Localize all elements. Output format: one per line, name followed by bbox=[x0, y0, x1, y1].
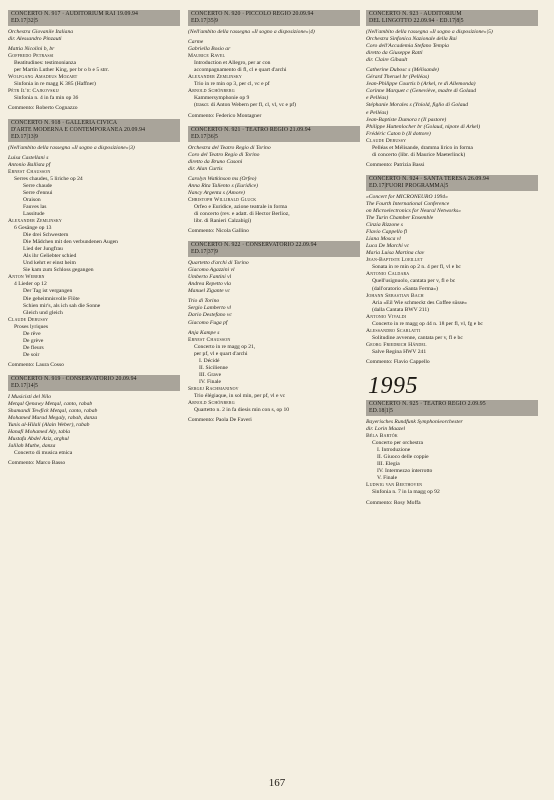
performer-line: Metqal Qenawy Metqal, canto, rabab bbox=[8, 401, 93, 408]
work-line: 6 Gesänge op 13 bbox=[14, 225, 52, 232]
concert-header bbox=[366, 10, 538, 26]
composer-name: Arnold Schönberg bbox=[188, 400, 235, 407]
work-line: Salve Regina HWV 241 bbox=[372, 348, 427, 355]
performer-line: Trio di Torino bbox=[188, 298, 220, 305]
concert-header bbox=[366, 400, 538, 416]
performer-line: Philippe Huttenlocher br (Golaud, nipote di Arkel) bbox=[366, 123, 481, 130]
composer-name: Arnold Schönberg bbox=[188, 88, 235, 95]
performer-line: dir. Claire Gibault bbox=[366, 57, 408, 64]
work-line: II. Giuoco delle coppie bbox=[377, 454, 429, 461]
work-line: (dalla Cantata BWV 211) bbox=[372, 306, 430, 313]
work-line: Serre d'ennui bbox=[23, 189, 53, 196]
concert-entry bbox=[366, 10, 538, 169]
performer-line: Catherine Dubosc s (Mélisande) bbox=[366, 67, 439, 74]
work-line: V. Finale bbox=[377, 475, 398, 482]
work-line: Sonata in re min op 2 n. 4 per fl, vl e bc bbox=[372, 264, 461, 271]
concert-entry bbox=[8, 375, 180, 467]
work-line: (dall'oratorio «Santa Ferma») bbox=[372, 285, 438, 292]
concert-header bbox=[188, 126, 360, 142]
performer-line: (Nell'ambito della rassegna «Il sogno a disposizione»|3) bbox=[8, 144, 135, 151]
commentary-credit: Commento: Nicola Gallino bbox=[188, 228, 249, 235]
concert-header bbox=[188, 10, 360, 26]
work-line: De soir bbox=[23, 351, 40, 358]
work-line: Die Mädchen mit den verbundenen Augen bbox=[23, 239, 118, 246]
concert-header-line: ED.17|13|9 bbox=[11, 133, 38, 140]
concert-program bbox=[188, 260, 360, 414]
work-line: Beatitudines: testimonianza bbox=[14, 60, 76, 67]
concert-program bbox=[8, 29, 180, 102]
concert-entry bbox=[8, 10, 180, 113]
concert-header-line: CONCERTO N. 923 · AUDITORIUM bbox=[369, 11, 462, 17]
work-line: Trio élégiaque, in sol min, per pf, vl e vc bbox=[194, 392, 286, 399]
page-number: 167 bbox=[268, 777, 286, 789]
concert-header bbox=[188, 241, 360, 257]
column-middle bbox=[188, 10, 360, 430]
composer-name: Alexander Zemlinsky bbox=[188, 74, 242, 81]
performer-line: Coro dell'Accademia Stefano Tempia bbox=[366, 43, 449, 50]
composer-name: Goffredo Petrassi bbox=[8, 53, 54, 60]
work-line: IV. Finale bbox=[199, 378, 221, 385]
work-line: Die geheimnisvolle Flöte bbox=[23, 295, 80, 302]
work-line: Solitudine avvenne, cantata per v, fl e bc bbox=[372, 334, 463, 341]
performer-line: Carme bbox=[188, 39, 204, 46]
work-line: Concerto per orchestra bbox=[372, 440, 423, 447]
commentary-credit: Commento: Flavio Cappello bbox=[366, 358, 430, 365]
work-line: Lassitude bbox=[23, 210, 45, 217]
performer-line: Flavio Cappello fl bbox=[366, 229, 408, 236]
performer-line: Mohamed Murad Megaly, rabab, danza bbox=[8, 415, 98, 422]
commentary-credit: Commento: Laura Cosso bbox=[8, 361, 64, 368]
performer-line: Anna Rita Taliento s (Euridice) bbox=[188, 182, 259, 189]
concert-program bbox=[366, 419, 538, 497]
concert-header-line: DEL LINGOTTO 22.09.94 · ED.17|8|5 bbox=[369, 18, 464, 24]
year-heading: 1995 bbox=[368, 373, 418, 400]
work-line: Oraison bbox=[23, 196, 41, 203]
composer-name: Georg Friedrich Händel bbox=[366, 341, 427, 348]
work-line: De fleurs bbox=[23, 344, 44, 351]
concert-header-line: CONCERTO N. 918 · GALLERIA CIVICA bbox=[11, 119, 118, 126]
work-line: Pelléas et Mélisande, dramma lirico in forma bbox=[372, 144, 473, 151]
concert-entry bbox=[188, 241, 360, 424]
commentary-credit: Commento: Federico Montagner bbox=[188, 112, 262, 119]
performer-line: Gérard Theruel br (Pelléas) bbox=[366, 74, 430, 81]
performer-line: Anja Kampe s bbox=[188, 329, 220, 336]
work-line: Lied der Jungfrau bbox=[23, 246, 63, 253]
work-line: Serre chaude bbox=[23, 182, 53, 189]
performer-line: Andrea Repetto vla bbox=[188, 281, 231, 288]
work-line: I. Introduzione bbox=[377, 447, 411, 454]
concert-header bbox=[366, 175, 538, 191]
performer-line: Orchestra Sinfonica Nazionale della Rai bbox=[366, 36, 457, 43]
concert-header-line: CONCERTO N. 917 · AUDITORIUM RAI 19.09.94 bbox=[11, 11, 139, 17]
performer-line: Antonio Ballista pf bbox=[8, 161, 51, 168]
concert-header-line: ED.17|37|9 bbox=[191, 249, 218, 256]
work-line: Introduction et Allegro, per ar con bbox=[194, 60, 271, 67]
concert-entry bbox=[366, 400, 538, 507]
concert-header bbox=[8, 119, 180, 142]
concert-entry bbox=[366, 175, 538, 366]
composer-name: Wolfgang Amadeus Mozart bbox=[8, 74, 78, 81]
composer-name: Jean-Baptiste Loeillet bbox=[366, 257, 423, 264]
concert-header-line: CONCERTO N. 924 · SANTA TERESA 26.09.94 bbox=[369, 175, 489, 182]
concert-header-line: ED.17|35|9 bbox=[191, 18, 218, 24]
composer-name: Sergej Rachmaninov bbox=[188, 385, 239, 392]
commentary-credit: Commento: Paola De Faveri bbox=[188, 417, 252, 424]
performer-line: e Pelléas) bbox=[366, 95, 389, 102]
work-line: De rêve bbox=[23, 330, 41, 337]
concert-header-line: ED.17|36|5 bbox=[191, 133, 218, 140]
performer-line: «Concert for MICRONEURO 1994» bbox=[366, 193, 448, 200]
work-line: libr. di Ranieri Calzabigi) bbox=[194, 218, 252, 225]
performer-line: Luisa Castellani s bbox=[8, 154, 49, 161]
concert-header-line: CONCERTO N. 921 · TEATRO REGIO 21.09.94 bbox=[191, 126, 311, 133]
composer-name: Ludwig van Beethoven bbox=[366, 482, 423, 489]
performer-line: Maria Luisa Martina clav bbox=[366, 250, 425, 257]
performer-line: on Microelectronics for Neural Networks» bbox=[366, 207, 461, 214]
performer-line: Luca De Marchi vc bbox=[366, 243, 410, 250]
work-line: Trio in re min op 3, per cl, vc e pf bbox=[194, 81, 270, 88]
work-line: Die drei Schwestern bbox=[23, 232, 69, 239]
work-line: II. Sicilienne bbox=[199, 364, 228, 371]
composer-name: Anton Webern bbox=[8, 274, 45, 281]
performer-line: e Pelléas) bbox=[366, 109, 389, 116]
performer-line: Corinne Marquet c (Geneviève, madre di Golaud bbox=[366, 88, 477, 95]
composer-name: Ernest Chausson bbox=[8, 168, 51, 175]
concert-header-line: D'ARTE MODERNA E CONTEMPORANEA 20.09.94 bbox=[11, 126, 146, 133]
column-left bbox=[8, 10, 180, 473]
concert-header bbox=[8, 375, 180, 391]
performer-line: Gabriella Bosio ar bbox=[188, 46, 231, 53]
composer-name: Antonio Caldara bbox=[366, 271, 410, 278]
performer-line: I Musicisti del Nilo bbox=[8, 393, 52, 400]
concert-entry bbox=[8, 119, 180, 369]
work-line: Der Tag ist vergangen bbox=[23, 288, 73, 295]
composer-name: Johann Sebastian Bach bbox=[366, 292, 424, 299]
concert-header-line: ED.17|14|5 bbox=[11, 382, 38, 389]
performer-line: Quartetto d'archi di Torino bbox=[188, 260, 249, 267]
performer-line: Bayerisches Rundfunk Symphonieorchester bbox=[366, 419, 463, 426]
performer-line: Carolyn Watkinson ms (Orfeo) bbox=[188, 175, 257, 182]
work-line: III. Elegia bbox=[377, 461, 400, 468]
composer-name: Maurice Ravel bbox=[188, 53, 226, 60]
concert-entry bbox=[188, 10, 360, 120]
performer-line: Hanafi Mohamed Aly, tabla bbox=[8, 429, 71, 436]
performer-line: Jalilah Muthe, danza bbox=[8, 443, 56, 450]
work-line: Sinfonia n. 4 in fa min op 36 bbox=[14, 95, 79, 102]
composer-name: Christoph Willibald Gluck bbox=[188, 196, 257, 203]
concert-program bbox=[8, 145, 180, 359]
work-line: Concerto di musica etnica bbox=[14, 450, 73, 457]
performer-line: dir. Alessandro Pinzauti bbox=[8, 36, 62, 43]
performer-line: Mustafa Abdel Aziz, arghul bbox=[8, 436, 69, 443]
work-line: per pf, vl e quart d'archi bbox=[194, 350, 248, 357]
work-line: I. Décidé bbox=[199, 357, 220, 364]
concert-program bbox=[8, 394, 180, 457]
concert-header bbox=[8, 10, 180, 26]
work-line: (trascr. di Anton Webern per fl, cl, vl, vc e pf) bbox=[194, 102, 296, 109]
concert-entry bbox=[188, 126, 360, 236]
work-line: Orfeo e Euridice, azione teatrale in forma bbox=[194, 203, 288, 210]
work-line: accompagnamento di fl, cl e quart d'archi bbox=[194, 67, 287, 74]
performer-line: Giacomo Agazzini vl bbox=[188, 267, 235, 274]
work-line: Quartetto n. 2 in fa diesis min con s, op 10 bbox=[194, 407, 290, 414]
concert-header-line: CONCERTO N. 920 · PICCOLO REGIO 20.09.94 bbox=[191, 11, 314, 17]
column-right bbox=[366, 10, 538, 513]
work-line: Sinfonia n. 7 in la magg op 92 bbox=[372, 489, 440, 496]
commentary-credit: Commento: Marco Basso bbox=[8, 460, 66, 467]
composer-name: Alessandro Scarlatti bbox=[366, 327, 421, 334]
performer-line: Orchestra del Teatro Regio di Torino bbox=[188, 144, 271, 151]
concert-program bbox=[366, 194, 538, 356]
performer-line: Coro del Teatro Regio di Torino bbox=[188, 151, 260, 158]
performer-line: diretto da Bruno Casoni bbox=[188, 158, 243, 165]
work-line: Quell'usignuolo, cantata per v, fl e bc bbox=[372, 278, 456, 285]
performer-line: The Fourth International Conference bbox=[366, 200, 450, 207]
work-line: Aria «Eil Wie schmeckt des Coffee süsse» bbox=[372, 299, 467, 306]
work-line: III. Grave bbox=[199, 371, 222, 378]
work-line: 4 Lieder op 12 bbox=[14, 281, 47, 288]
work-line: di concerto (libr. di Maurice Maeterlinck) bbox=[372, 151, 466, 158]
work-line: per Martin Luther King, per br o b e 5 strr. bbox=[14, 67, 110, 74]
work-line: De grève bbox=[23, 337, 44, 344]
composer-name: Claude Debussy bbox=[8, 316, 49, 323]
composer-name: Pëtr Il'ic Cajkovskij bbox=[8, 88, 59, 95]
concert-header-line: CONCERTO N. 919 · CONSERVATORIO 20.09.94 bbox=[11, 375, 137, 382]
concert-header-line: ED.17|32|5 bbox=[11, 18, 38, 24]
work-line: Sie kam zum Schloss gegangen bbox=[23, 267, 94, 274]
work-line: Fauves las bbox=[23, 203, 47, 210]
work-line: Concerto in re magg op 21, bbox=[194, 343, 256, 350]
work-line: di concerto (rev. e adatt. di Hector Berlioz, bbox=[194, 210, 290, 217]
work-line: Und kehrt er einst heim bbox=[23, 260, 76, 267]
work-line: Sinfonia in re magg K 385 (Haffner) bbox=[14, 81, 96, 88]
concert-header-line: ED.17|FUORI PROGRAMMA|5 bbox=[369, 182, 449, 189]
performer-line: Sergio Lamberto vl bbox=[188, 305, 231, 312]
performer-line: dir. Alan Curtis bbox=[188, 165, 223, 172]
work-line: Gleich und gleich bbox=[23, 309, 63, 316]
performer-line: Nancy Argenta s (Amore) bbox=[188, 189, 245, 196]
concert-program bbox=[366, 29, 538, 159]
work-line: Concerto in re magg op 44 n. 18 per fl, vl, fg e bc bbox=[372, 320, 483, 327]
concert-header-line: CONCERTO N. 925 · TEATRO REGIO 2.09.95 bbox=[369, 401, 486, 408]
work-line: Als ihr Geliebter schied bbox=[23, 253, 77, 260]
performer-line: diretto da Giuseppe Ratti bbox=[366, 50, 423, 57]
performer-line: The Turin Chamber Ensemble bbox=[366, 215, 434, 222]
composer-name: Alexander Zemlinsky bbox=[8, 217, 62, 224]
performer-line: Liana Mosca vl bbox=[366, 236, 401, 243]
work-line: Schien mir's, als ich sah die Sonne bbox=[23, 302, 101, 309]
concert-header-line: ED.18|1|5 bbox=[369, 408, 393, 415]
work-line: Kammersymphonie op 9 bbox=[194, 95, 250, 102]
performer-line: (Nell'ambito della rassegna «Il sogno a disposizione»|5) bbox=[366, 29, 493, 35]
performer-line: dir. Lorin Maazel bbox=[366, 426, 406, 433]
performer-line: Shamandi Tewfick Metqal, canto, rabab bbox=[8, 408, 98, 415]
concert-header-line: CONCERTO N. 922 · CONSERVATORIO 22.09.94 bbox=[191, 242, 317, 249]
performer-line: Manuel Zigante vc bbox=[188, 288, 230, 295]
commentary-credit: Commento: Patrizia Bassi bbox=[366, 161, 425, 168]
performer-line: Dario Destefano vc bbox=[188, 312, 232, 319]
performer-line: Frédéric Caton b (Il dottore) bbox=[366, 130, 431, 137]
work-line: Serres chaudes, 5 liriche op 24 bbox=[14, 175, 83, 182]
performer-line: Orchestra Giovanile Italiana bbox=[8, 29, 74, 35]
commentary-credit: Commento: Rosy Moffa bbox=[366, 499, 421, 506]
concert-program bbox=[188, 145, 360, 226]
concert-program bbox=[188, 29, 360, 110]
work-line: Proses lyriques bbox=[14, 323, 49, 330]
composer-name: Ernest Chausson bbox=[188, 336, 231, 343]
performer-line: Jean-Philippe Courtis b (Arkel, re di Allemonda) bbox=[366, 81, 476, 88]
commentary-credit: Commento: Roberto Cognazzo bbox=[8, 105, 78, 112]
performer-line: Cinzia Rizzone s bbox=[366, 222, 403, 229]
performer-line: Stéphanie Morales s (Yniold, figlio di Golaud bbox=[366, 102, 469, 109]
performer-line: Yunis al-Hilali (Alain Weber), rabab bbox=[8, 422, 90, 429]
performer-line: (Nell'ambito della rassegna «Il sogno a disposizione»|4) bbox=[188, 29, 315, 35]
composer-name: Claude Debussy bbox=[366, 137, 407, 144]
performer-line: Jean-Baptiste Dumora t (Il pastore) bbox=[366, 116, 447, 123]
composer-name: Antonio Vivaldi bbox=[366, 313, 407, 320]
composer-name: Béla Bartók bbox=[366, 433, 398, 440]
performer-line: Mattia Nicolini b, br bbox=[8, 46, 55, 53]
work-line: IV. Intermezzo interrotto bbox=[377, 468, 433, 475]
performer-line: Giacomo Fuga pf bbox=[188, 319, 228, 326]
performer-line: Umberto Fantini vl bbox=[188, 274, 232, 281]
